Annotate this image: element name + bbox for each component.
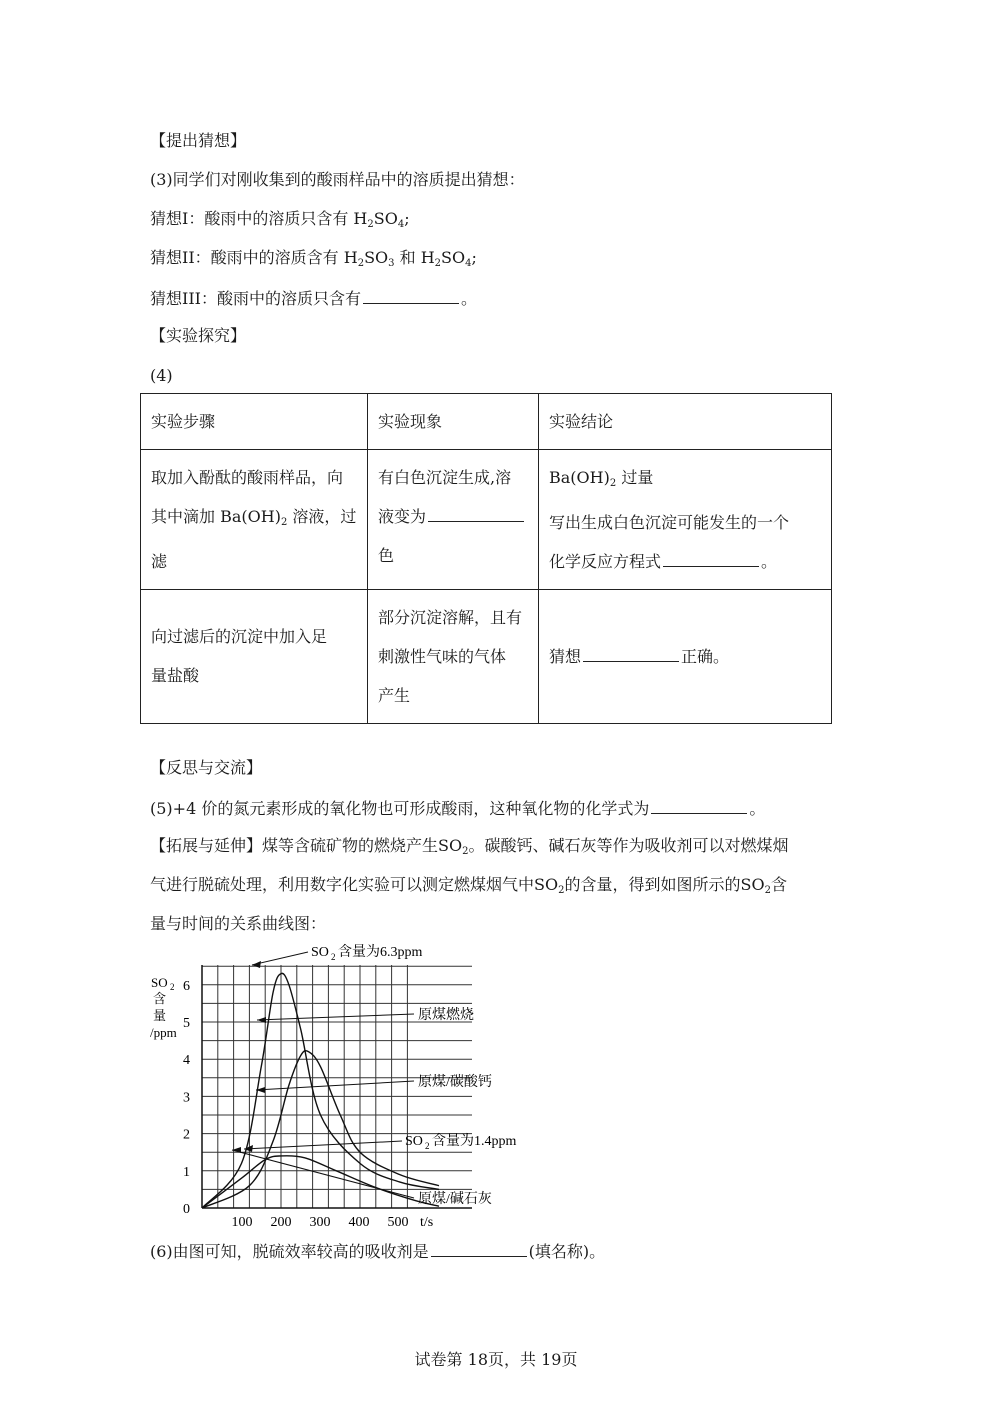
series-line-2 <box>202 1051 439 1208</box>
row1-step-line-c: 滤 <box>151 552 168 571</box>
guess-1-prefix: 猜想I：酸雨中的溶质只含有 H <box>150 209 368 228</box>
row1-obs-b: 液变为 <box>378 507 427 526</box>
so2-1: SO <box>438 836 463 855</box>
row1-step-b2: 溶液，过 <box>287 507 357 526</box>
guess-2-mid2: SO <box>441 248 466 267</box>
so2-chart <box>140 940 560 1235</box>
guess-3-end: 。 <box>460 289 477 308</box>
row1-conc-c-end: 。 <box>761 552 778 571</box>
x-tick-label: 500 <box>387 1215 409 1230</box>
row2-step-line-b: 量盐酸 <box>151 666 200 685</box>
guess-1-s: SO <box>373 209 398 228</box>
q6 <box>150 1240 605 1262</box>
q3-intro: (3)同学们对刚收集到的酸雨样品中的溶质提出猜想： <box>150 170 525 189</box>
table-header-row <box>141 394 832 450</box>
ext-line-2c: 含 <box>770 875 787 894</box>
series-line-1 <box>202 973 439 1208</box>
reflection-header: 【反思与交流】 <box>150 758 263 777</box>
q6-prefix: (6)由图可知，脱硫效率较高的吸收剂是 <box>150 1242 429 1261</box>
ext-line-2b: 的含量，得到如图所示的 <box>564 875 741 894</box>
experiment-table <box>140 393 832 724</box>
y-tick-label: 0 <box>183 1202 190 1217</box>
row2-step <box>141 590 368 724</box>
series-label: 原煤燃烧 <box>418 1008 474 1023</box>
row1-step-line-a: 取加入酚酞的酸雨样品，向 <box>151 468 344 487</box>
row1-obs-line-b <box>378 497 528 536</box>
table-row <box>141 450 832 590</box>
q5-blank[interactable] <box>651 797 747 814</box>
ext-line-3: 量与时间的关系曲线图： <box>150 914 327 933</box>
guess-2-end: ; <box>471 248 477 267</box>
ext-header: 【拓展与延伸】 <box>150 836 263 855</box>
row1-step-line-b: 其中滴加 $Ba(OH)_2$ 溶液，过 <box>151 507 357 528</box>
chart-annotations <box>232 943 516 1207</box>
y-tick-label: 4 <box>183 1053 190 1069</box>
x-tick-label: 400 <box>348 1215 370 1230</box>
page-footer: 试卷第 18页，共 19页 <box>414 1350 578 1369</box>
row1-conclusion <box>539 450 832 590</box>
arrow-head <box>252 961 261 968</box>
ext-line-1b: 。碳酸钙、碱石灰等作为吸收剂可以对燃煤烟 <box>468 836 789 855</box>
row1-conc-c: 化学反应方程式 <box>549 552 662 571</box>
y-tick-label: 3 <box>183 1090 190 1106</box>
color-blank[interactable] <box>428 505 524 522</box>
y-tick-label: 6 <box>183 978 190 994</box>
guess-2: 猜想II：酸雨中的溶质含有 $H_2SO_3$ 和 $H_2SO_4$; <box>150 248 477 269</box>
so2-3: SO <box>740 875 765 894</box>
guess-blank[interactable] <box>583 645 679 662</box>
x-tick-label: 100 <box>231 1215 253 1230</box>
series-line-3 <box>202 1156 439 1208</box>
q6-blank[interactable] <box>431 1240 527 1257</box>
row2-step-line-a: 向过滤后的沉淀中加入足 <box>151 627 328 646</box>
series-pointer <box>256 1081 414 1090</box>
q6-end: (填名称)。 <box>528 1242 606 1261</box>
x-axis-label: t/s <box>420 1215 434 1230</box>
guess-3 <box>150 287 477 309</box>
y-axis-label-sub: 2 <box>170 982 175 992</box>
y-tick-label: 5 <box>183 1016 190 1031</box>
y-axis-label-part: /ppm <box>150 1025 177 1040</box>
so2-2: SO <box>534 875 559 894</box>
chart-curves <box>202 973 439 1208</box>
row1-step <box>141 450 368 590</box>
guess-3-blank[interactable] <box>363 287 459 304</box>
row1-obs-line-c: 色 <box>378 546 395 565</box>
guess-2-mid1: SO <box>364 248 389 267</box>
ext-line-2: 气进行脱硫处理，利用数字化实验可以测定燃煤烟气中$SO_2$的含量，得到如图所示的$SO_2$含 <box>150 875 787 896</box>
row1-step-b1: 其中滴加 Ba(OH) <box>151 507 281 526</box>
q5 <box>150 797 765 819</box>
q5-end: 。 <box>749 799 766 818</box>
row2-obs-line-a: 部分沉淀溶解，且有 <box>378 608 523 627</box>
table-row <box>141 590 832 724</box>
row2-observation <box>368 590 539 724</box>
row1-conc-line-c <box>549 542 821 581</box>
row1-conc-line-b: 写出生成白色沉淀可能发生的一个 <box>549 513 790 532</box>
ext-line-2a: 气进行脱硫处理，利用数字化实验可以测定燃煤烟气中 <box>150 875 535 894</box>
row1-observation <box>368 450 539 590</box>
row2-obs-line-c: 产生 <box>378 686 411 705</box>
q5-prefix: (5)+4 价的氮元素形成的氧化物也可形成酸雨，这种氧化物的化学式为 <box>150 799 650 818</box>
y-axis-label-part: 含 <box>153 991 167 1006</box>
row1-conc-line-a: $Ba(OH)_2$ 过量 <box>549 468 654 489</box>
guess-3-prefix: 猜想III：酸雨中的溶质只含有 <box>150 289 361 308</box>
header-step: 实验步骤 <box>141 394 368 450</box>
series-label: 原煤/碱石灰 <box>418 1192 492 1207</box>
series-label: 原煤/碳酸钙 <box>418 1075 492 1090</box>
hypothesis-header: 【提出猜想】 <box>150 131 247 150</box>
y-axis-label-part: 量 <box>153 1008 167 1023</box>
annotation-text: 含量为6.3ppm <box>338 945 423 960</box>
row2-conclusion <box>539 590 832 724</box>
guess-2-prefix: 猜想II：酸雨中的溶质含有 H <box>150 248 358 267</box>
annotation-so: SO <box>311 945 329 960</box>
ext-line-1: 【拓展与延伸】煤等含硫矿物的燃烧产生$SO_2$。碳酸钙、碱石灰等作为吸收剂可以对燃煤烟 <box>150 836 789 857</box>
equation-blank[interactable] <box>663 550 759 567</box>
row2-obs-line-b: 刺激性气味的气体 <box>378 647 507 666</box>
row1-obs-line-a: 有白色沉淀生成,溶 <box>378 468 512 487</box>
header-observation: 实验现象 <box>368 394 539 450</box>
row1-conc-a2: 过量 <box>616 468 654 487</box>
experiment-header: 【实验探究】 <box>150 326 247 345</box>
guess-2-and: 和 H <box>394 248 435 267</box>
header-conclusion: 实验结论 <box>539 394 832 450</box>
annotation-so: SO <box>405 1134 423 1149</box>
ext-line-1a: 煤等含硫矿物的燃烧产生 <box>262 836 439 855</box>
x-tick-label: 300 <box>309 1215 331 1230</box>
annotation-sub: 2 <box>425 1141 430 1151</box>
row2-conc-line <box>549 637 821 676</box>
annotation-sub: 2 <box>331 952 336 962</box>
guess-1-end: ; <box>404 209 410 228</box>
y-tick-label: 2 <box>183 1127 190 1143</box>
x-tick-label: 200 <box>270 1215 292 1230</box>
guess-1: 猜想I：酸雨中的溶质只含有 $H_2SO_4$; <box>150 209 410 230</box>
annotation-pointer <box>244 1141 402 1149</box>
row2-conc-end: 正确。 <box>681 647 730 666</box>
annotation-text: 含量为1.4ppm <box>432 1134 517 1149</box>
row2-conc-a: 猜想 <box>549 647 582 666</box>
row1-conc-a1: Ba(OH) <box>549 468 610 487</box>
y-tick-label: 1 <box>183 1164 190 1180</box>
y-axis-label-so: SO <box>151 975 168 990</box>
q4-label: (4) <box>150 366 173 385</box>
